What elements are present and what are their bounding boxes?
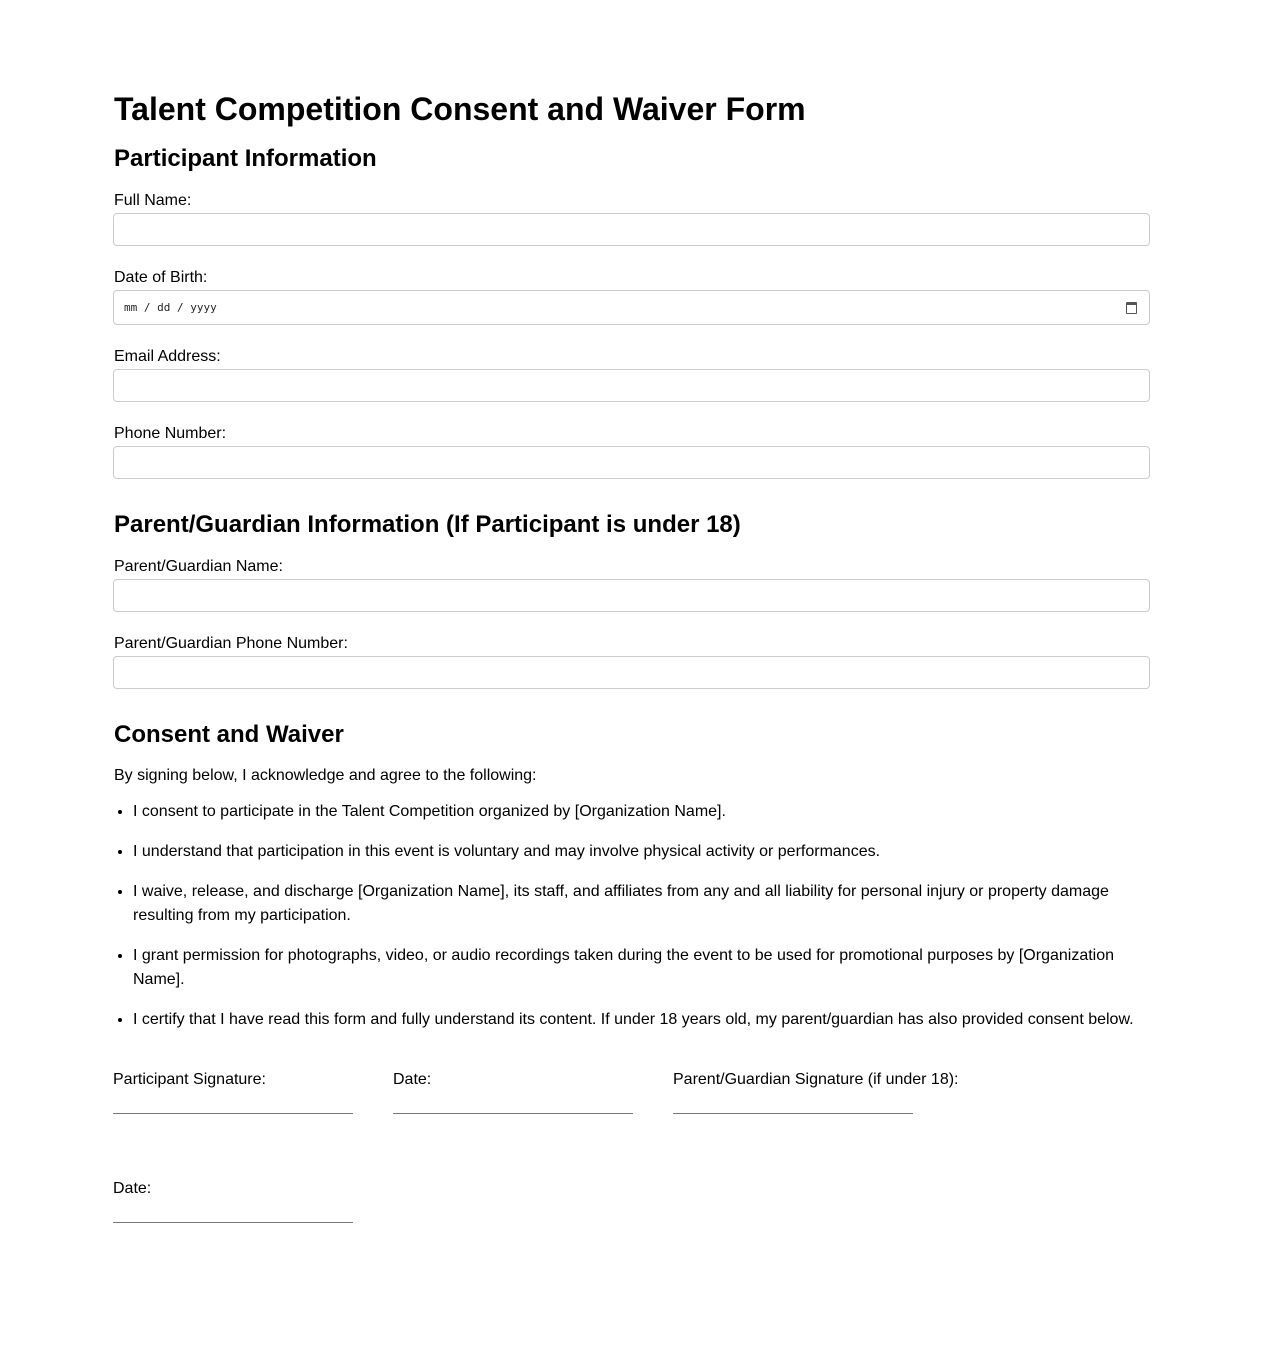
consent-item: • I grant permission for photographs, video, or audio recordings taken during the event to be used for promotional purposes by [Organization Name]. — [133, 944, 1153, 992]
guardian-signature-label: Parent/Guardian Signature (if under 18): — [673, 1071, 959, 1088]
guardian-name-input[interactable] — [113, 579, 1150, 612]
guardian-signature-field[interactable] — [673, 1071, 959, 1114]
phone-label: Phone Number: — [114, 425, 227, 442]
participant-signature-field[interactable] — [113, 1071, 353, 1114]
guardian-name-label: Parent/Guardian Name: — [114, 558, 283, 575]
consent-item: • I certify that I have read this form and fully understand its content. If under 18 years old, my parent/guardian has also provided consent below. — [133, 1008, 1153, 1032]
dob-input[interactable] — [113, 290, 1150, 325]
dob-label: Date of Birth: — [114, 269, 208, 286]
consent-item: • I consent to participate in the Talent Competition organized by [Organization Name]. — [133, 800, 1153, 824]
consent-item: • I understand that participation in this event is voluntary and may involve physical activity or performances. — [133, 840, 1153, 864]
guardian-section-heading: Parent/Guardian Information (If Participant is under 18) — [114, 511, 741, 538]
guardian-phone-input[interactable] — [113, 656, 1150, 689]
full-name-input[interactable] — [113, 213, 1150, 246]
guardian-date-field[interactable] — [113, 1180, 353, 1223]
consent-item: • I waive, release, and discharge [Organization Name], its staff, and affiliates from any and all liability for personal injury or property damage resulting from my participation. — [133, 880, 1153, 928]
dob-placeholder: mm / dd / yyyy — [124, 301, 217, 314]
date-label: Date: — [393, 1071, 432, 1088]
email-input[interactable] — [113, 369, 1150, 402]
consent-list — [113, 800, 1153, 1048]
date-field[interactable] — [393, 1071, 633, 1114]
participant-section-heading: Participant Information — [114, 145, 377, 172]
page-title: Talent Competition Consent and Waiver Form — [114, 91, 806, 127]
consent-section-heading: Consent and Waiver — [114, 721, 344, 748]
guardian-date-label: Date: — [113, 1180, 152, 1197]
guardian-phone-label: Parent/Guardian Phone Number: — [114, 635, 348, 652]
email-label: Email Address: — [114, 348, 221, 365]
participant-signature-label: Participant Signature: — [113, 1071, 266, 1088]
full-name-label: Full Name: — [114, 192, 192, 209]
consent-intro: By signing below, I acknowledge and agree to the following: — [114, 767, 537, 784]
phone-input[interactable] — [113, 446, 1150, 479]
calendar-icon[interactable] — [1126, 302, 1137, 314]
